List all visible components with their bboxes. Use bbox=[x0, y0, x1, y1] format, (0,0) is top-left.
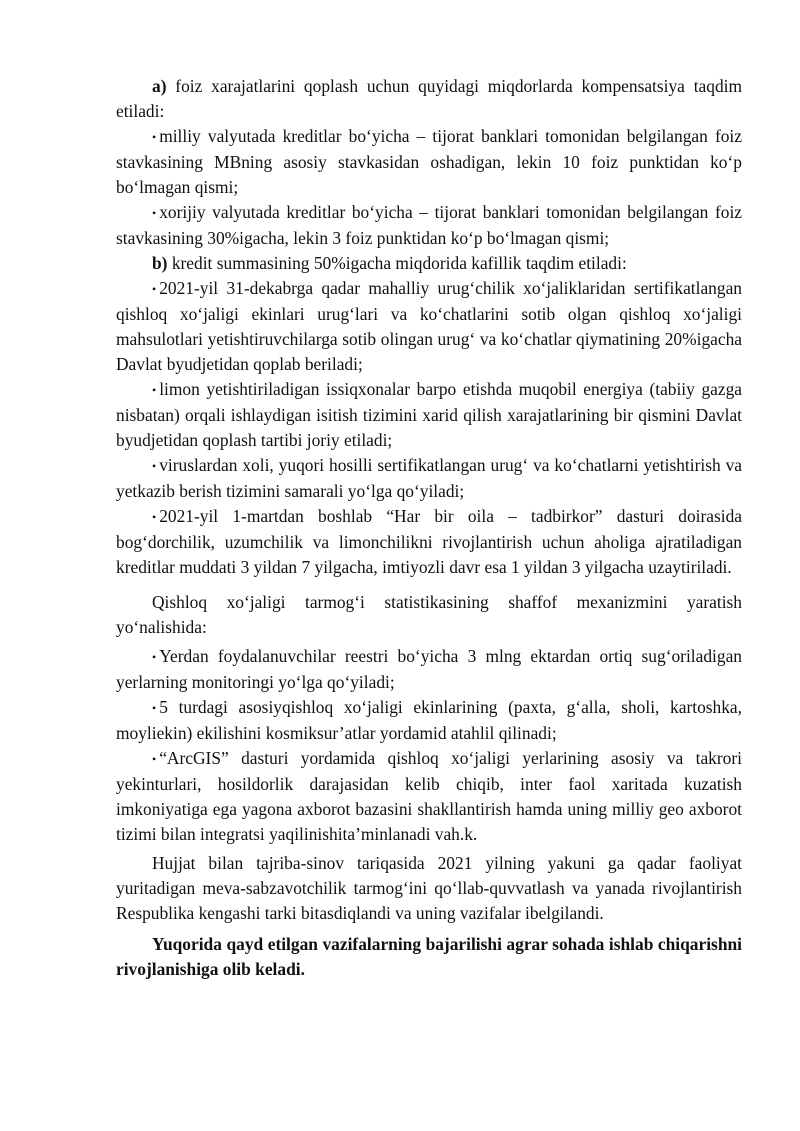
bullet-icon: • bbox=[152, 206, 157, 220]
bullet-item bbox=[116, 746, 742, 847]
section-a-paragraph bbox=[116, 74, 742, 124]
bullet-item bbox=[116, 504, 742, 580]
section-b-text: kredit summasining 50%igacha miqdorida kafillik taqdim etiladi: bbox=[167, 253, 627, 273]
bullet-text: limon yetishtiriladigan issiqxonalar barpo etishda muqobil energiya (tabiiy gazga nisbatan) orqali ishlaydigan isitish tizimini xarid qilish xarajatlarining bir qismini Davlat byudjetidan qoplash tartibi joriy etiladi; bbox=[116, 379, 742, 450]
council-paragraph: Hujjat bilan tajriba-sinov tariqasida 2021 yilning yakuni ga qadar faoliyat yuritadigan meva-sabzavotchilik tarmog‘ini qo‘llab-quvvatlash va yanada rivojlantirish Respublika kengashi tarki bitasdiqlandi va uning vazifalar ibelgilandi. bbox=[116, 853, 742, 923]
bullet-text: 5 turdagi asosiyqishloq xo‘jaligi ekinlarining (paxta, g‘alla, sholi, kartoshka, moyliekin) ekilishini kosmiksur’atlar yordamid atahlil qilinadi; bbox=[116, 697, 742, 743]
bullet-text: milliy valyutada kreditlar bo‘yicha – tijorat banklari tomonidan belgilangan foiz stavkasining MBning asosiy stavkasidan oshadigan, lekin 10 foiz punktidan ko‘p bo‘lmagan qismi; bbox=[116, 126, 742, 197]
bullet-item bbox=[116, 377, 742, 453]
bullet-icon: • bbox=[152, 650, 157, 664]
bullet-item bbox=[116, 644, 742, 695]
bullet-icon: • bbox=[152, 282, 157, 296]
conclusion-paragraph: Yuqorida qayd etilgan vazifalarning bajarilishi agrar sohada ishlab chiqarishni rivojlanishiga olib keladi. bbox=[116, 934, 742, 979]
bullet-icon: • bbox=[152, 130, 157, 144]
bullet-text: Yerdan foydalanuvchilar reestri bo‘yicha 3 mlng ektardan ortiq sug‘oriladigan yerlarning monitoringi yo‘lga qo‘yiladi; bbox=[116, 646, 742, 692]
statistics-intro-paragraph: Qishloq xo‘jaligi tarmog‘i statistikasining shaffof mexanizmini yaratish yo‘nalishida: bbox=[116, 592, 742, 637]
bullet-text: “ArcGIS” dasturi yordamida qishloq xo‘jaligi yerlarining asosiy va takrori yekinturlari, hosildorlik darajasidan kelib chiqib, inter faol xaritada kuzatish imkoniyatiga ega yagona axborot bazasini shakllantirish hamda uning milliy geo axborot tizimi bilan integratsi yaqilinishita’minlanadi vah.k. bbox=[116, 748, 742, 844]
section-b-label: b) bbox=[152, 253, 168, 273]
bullet-icon: • bbox=[152, 459, 157, 473]
bullet-item bbox=[116, 124, 742, 200]
bullet-text: 2021-yil 31-dekabrga qadar mahalliy urug‘chilik xo‘jaliklaridan sertifikatlangan qishloq xo‘jaligi ekinlari urug‘lari va ko‘chatlarini sotib olgan qishloq xo‘jaligi mahsulotlari yetishtiruvchilarga sotib olingan urug‘ va ko‘chatlar qiymatining 20%igacha Davlat byudjetidan qoplab beriladi; bbox=[116, 278, 742, 374]
section-a-label: a) bbox=[152, 76, 167, 96]
document-page bbox=[116, 74, 742, 982]
bullet-text: xorijiy valyutada kreditlar bo‘yicha – tijorat banklari tomonidan belgilangan foiz stavkasining 30%igacha, lekin 3 foiz punktidan ko‘p bo‘lmagan qismi; bbox=[116, 202, 742, 248]
bullet-icon: • bbox=[152, 510, 157, 524]
section-b-paragraph bbox=[116, 251, 742, 276]
bullet-icon: • bbox=[152, 701, 157, 715]
bullet-text: 2021-yil 1-martdan boshlab “Har bir oila – tadbirkor” dasturi doirasida bog‘dorchilik, uzumchilik va limonchilikni rivojlantirish uchun aholiga ajratiladigan kreditlar muddati 3 yildan 7 yilgacha, imtiyozli davr esa 1 yildan 3 yilgacha uzaytiriladi. bbox=[116, 506, 742, 577]
bullet-item bbox=[116, 695, 742, 746]
bullet-icon: • bbox=[152, 752, 157, 766]
section-a-text: foiz xarajatlarini qoplash uchun quyidagi miqdorlarda kompensatsiya taqdim etiladi: bbox=[116, 76, 742, 121]
bullet-icon: • bbox=[152, 383, 157, 397]
bullet-item bbox=[116, 453, 742, 504]
bullet-item bbox=[116, 276, 742, 377]
bullet-text: viruslardan xoli, yuqori hosilli sertifikatlangan urug‘ va ko‘chatlarni yetishtirish va yetkazib berish tizimini samarali yo‘lga qo‘yiladi; bbox=[116, 455, 742, 501]
bullet-item bbox=[116, 200, 742, 251]
